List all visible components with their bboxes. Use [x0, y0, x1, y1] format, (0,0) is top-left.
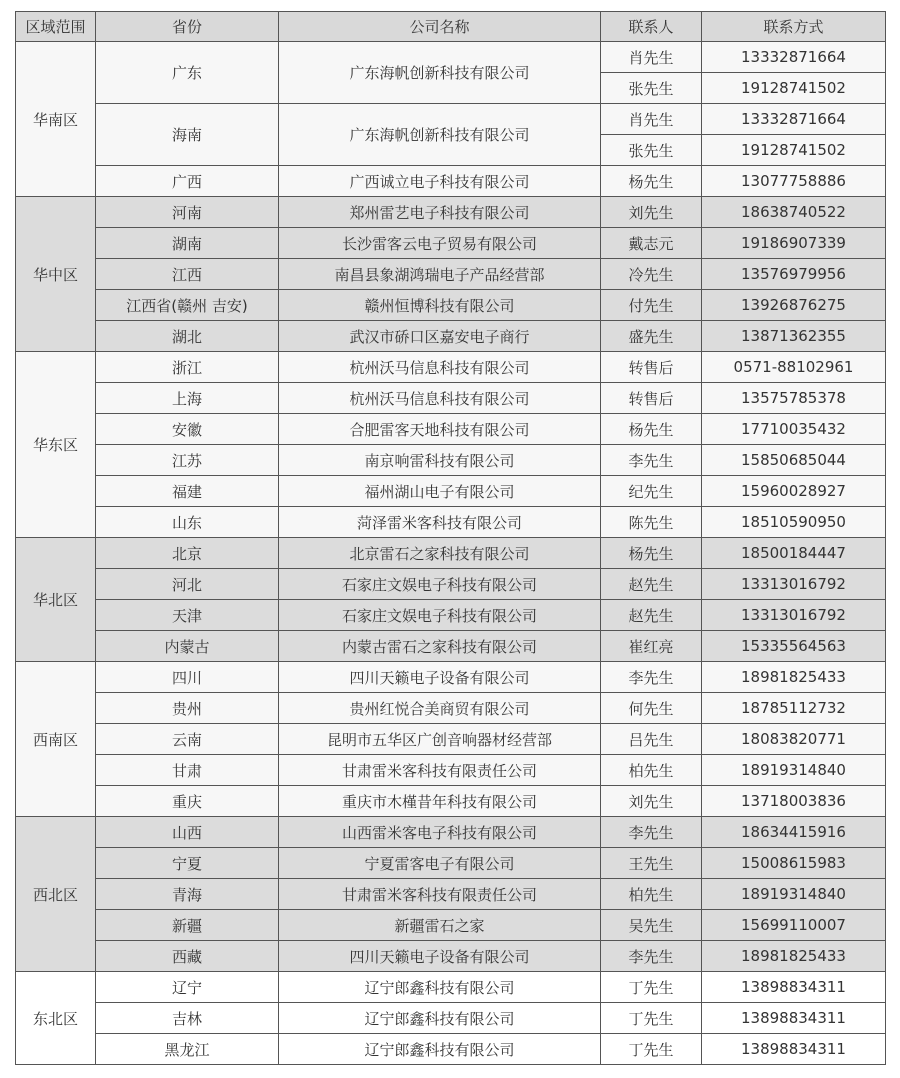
table-row: [16, 724, 886, 755]
table-row: [16, 476, 886, 507]
table-row: [16, 1003, 886, 1034]
dealer-contact-table: [15, 11, 886, 1065]
province-cell: 贵州: [96, 693, 279, 724]
province-cell: 湖北: [96, 321, 279, 352]
company-cell: 辽宁郎鑫科技有限公司: [279, 1034, 601, 1065]
company-cell: 郑州雷艺电子科技有限公司: [279, 197, 601, 228]
contact-phone-cell: 13575785378: [702, 383, 886, 414]
contact-person-cell: 李先生: [601, 817, 702, 848]
province-cell: 江苏: [96, 445, 279, 476]
province-cell: 河南: [96, 197, 279, 228]
contact-phone-cell: 15008615983: [702, 848, 886, 879]
contact-person-cell: 丁先生: [601, 1003, 702, 1034]
table-row: [16, 879, 886, 910]
contact-phone-cell: 18981825433: [702, 662, 886, 693]
contact-person-cell: 李先生: [601, 662, 702, 693]
table-row: [16, 104, 886, 135]
company-cell: 杭州沃马信息科技有限公司: [279, 352, 601, 383]
province-cell: 上海: [96, 383, 279, 414]
province-cell: 辽宁: [96, 972, 279, 1003]
table-row: [16, 197, 886, 228]
company-cell: 广东海帆创新科技有限公司: [279, 42, 601, 104]
province-cell: 西藏: [96, 941, 279, 972]
region-cell: 华东区: [16, 352, 96, 538]
region-cell: 西北区: [16, 817, 96, 972]
table-row: [16, 259, 886, 290]
table-row: [16, 445, 886, 476]
province-cell: 海南: [96, 104, 279, 166]
province-cell: 山东: [96, 507, 279, 538]
table-row: [16, 569, 886, 600]
table-body: [16, 42, 886, 1065]
table-row: [16, 631, 886, 662]
contact-person-cell: 丁先生: [601, 972, 702, 1003]
contact-phone-cell: 18510590950: [702, 507, 886, 538]
province-cell: 青海: [96, 879, 279, 910]
company-cell: 山西雷米客电子科技有限公司: [279, 817, 601, 848]
region-cell: 西南区: [16, 662, 96, 817]
contact-person-cell: 张先生: [601, 135, 702, 166]
contact-person-cell: 何先生: [601, 693, 702, 724]
province-cell: 安徽: [96, 414, 279, 445]
contact-person-cell: 丁先生: [601, 1034, 702, 1065]
table-row: [16, 910, 886, 941]
contact-person-cell: 付先生: [601, 290, 702, 321]
company-cell: 合肥雷客天地科技有限公司: [279, 414, 601, 445]
company-cell: 辽宁郎鑫科技有限公司: [279, 1003, 601, 1034]
province-cell: 广西: [96, 166, 279, 197]
province-cell: 湖南: [96, 228, 279, 259]
contact-phone-cell: 13871362355: [702, 321, 886, 352]
company-cell: 重庆市木槿昔年科技有限公司: [279, 786, 601, 817]
table-row: [16, 414, 886, 445]
company-cell: 辽宁郎鑫科技有限公司: [279, 972, 601, 1003]
region-cell: 华南区: [16, 42, 96, 197]
contact-person-cell: 赵先生: [601, 569, 702, 600]
province-cell: 广东: [96, 42, 279, 104]
contact-phone-cell: 18634415916: [702, 817, 886, 848]
contact-person-cell: 转售后: [601, 352, 702, 383]
contact-phone-cell: 13898834311: [702, 972, 886, 1003]
contact-phone-cell: 15699110007: [702, 910, 886, 941]
contact-person-cell: 转售后: [601, 383, 702, 414]
company-cell: 四川天籁电子设备有限公司: [279, 662, 601, 693]
contact-phone-cell: 18919314840: [702, 755, 886, 786]
province-cell: 江西省(赣州 吉安): [96, 290, 279, 321]
company-cell: 石家庄文娱电子科技有限公司: [279, 600, 601, 631]
company-cell: 福州湖山电子有限公司: [279, 476, 601, 507]
contact-person-cell: 张先生: [601, 73, 702, 104]
contact-phone-cell: 18638740522: [702, 197, 886, 228]
contact-person-cell: 纪先生: [601, 476, 702, 507]
province-cell: 内蒙古: [96, 631, 279, 662]
contact-phone-cell: 17710035432: [702, 414, 886, 445]
table-row: [16, 538, 886, 569]
header-province: 省份: [96, 12, 279, 42]
contact-person-cell: 王先生: [601, 848, 702, 879]
contact-person-cell: 崔红亮: [601, 631, 702, 662]
contact-person-cell: 赵先生: [601, 600, 702, 631]
company-cell: 南京响雷科技有限公司: [279, 445, 601, 476]
table-row: [16, 42, 886, 73]
contact-phone-cell: 0571-88102961: [702, 352, 886, 383]
province-cell: 河北: [96, 569, 279, 600]
province-cell: 天津: [96, 600, 279, 631]
table-row: [16, 1034, 886, 1065]
contact-phone-cell: 19128741502: [702, 135, 886, 166]
contact-phone-cell: 13576979956: [702, 259, 886, 290]
company-cell: 石家庄文娱电子科技有限公司: [279, 569, 601, 600]
contact-person-cell: 吕先生: [601, 724, 702, 755]
company-cell: 内蒙古雷石之家科技有限公司: [279, 631, 601, 662]
table-row: [16, 755, 886, 786]
contact-phone-cell: 13898834311: [702, 1003, 886, 1034]
contact-phone-cell: 15335564563: [702, 631, 886, 662]
contact-phone-cell: 18981825433: [702, 941, 886, 972]
company-cell: 北京雷石之家科技有限公司: [279, 538, 601, 569]
company-cell: 广东海帆创新科技有限公司: [279, 104, 601, 166]
contact-phone-cell: 13898834311: [702, 1034, 886, 1065]
company-cell: 杭州沃马信息科技有限公司: [279, 383, 601, 414]
table-row: [16, 972, 886, 1003]
company-cell: 菏泽雷米客科技有限公司: [279, 507, 601, 538]
company-cell: 贵州红悦合美商贸有限公司: [279, 693, 601, 724]
table-row: [16, 166, 886, 197]
province-cell: 黑龙江: [96, 1034, 279, 1065]
contact-person-cell: 李先生: [601, 445, 702, 476]
table-row: [16, 693, 886, 724]
region-cell: 华中区: [16, 197, 96, 352]
contact-person-cell: 杨先生: [601, 166, 702, 197]
table-row: [16, 352, 886, 383]
company-cell: 长沙雷客云电子贸易有限公司: [279, 228, 601, 259]
company-cell: 武汉市硚口区嘉安电子商行: [279, 321, 601, 352]
company-cell: 甘肃雷米客科技有限责任公司: [279, 879, 601, 910]
contact-phone-cell: 13077758886: [702, 166, 886, 197]
province-cell: 吉林: [96, 1003, 279, 1034]
contact-person-cell: 陈先生: [601, 507, 702, 538]
province-cell: 北京: [96, 538, 279, 569]
province-cell: 江西: [96, 259, 279, 290]
contact-phone-cell: 18785112732: [702, 693, 886, 724]
contact-phone-cell: 15850685044: [702, 445, 886, 476]
header-company: 公司名称: [279, 12, 601, 42]
province-cell: 重庆: [96, 786, 279, 817]
table-row: [16, 600, 886, 631]
contact-person-cell: 李先生: [601, 941, 702, 972]
contact-person-cell: 刘先生: [601, 197, 702, 228]
region-cell: 华北区: [16, 538, 96, 662]
table-row: [16, 321, 886, 352]
company-cell: 南昌县象湖鸿瑞电子产品经营部: [279, 259, 601, 290]
contact-person-cell: 吴先生: [601, 910, 702, 941]
company-cell: 新疆雷石之家: [279, 910, 601, 941]
province-cell: 福建: [96, 476, 279, 507]
company-cell: 甘肃雷米客科技有限责任公司: [279, 755, 601, 786]
contact-phone-cell: 15960028927: [702, 476, 886, 507]
table-row: [16, 290, 886, 321]
table-row: [16, 383, 886, 414]
contact-phone-cell: 13313016792: [702, 600, 886, 631]
company-cell: 赣州恒博科技有限公司: [279, 290, 601, 321]
company-cell: 宁夏雷客电子有限公司: [279, 848, 601, 879]
table-row: [16, 228, 886, 259]
province-cell: 云南: [96, 724, 279, 755]
contact-phone-cell: 18083820771: [702, 724, 886, 755]
province-cell: 宁夏: [96, 848, 279, 879]
contact-person-cell: 冷先生: [601, 259, 702, 290]
company-cell: 广西诚立电子科技有限公司: [279, 166, 601, 197]
contact-person-cell: 戴志元: [601, 228, 702, 259]
contact-person-cell: 柏先生: [601, 879, 702, 910]
province-cell: 山西: [96, 817, 279, 848]
contact-phone-cell: 18500184447: [702, 538, 886, 569]
contact-person-cell: 杨先生: [601, 538, 702, 569]
header-region: 区域范围: [16, 12, 96, 42]
province-cell: 甘肃: [96, 755, 279, 786]
contact-phone-cell: 19186907339: [702, 228, 886, 259]
table-row: [16, 848, 886, 879]
province-cell: 浙江: [96, 352, 279, 383]
table-row: [16, 817, 886, 848]
contact-person-cell: 柏先生: [601, 755, 702, 786]
province-cell: 新疆: [96, 910, 279, 941]
contact-phone-cell: 19128741502: [702, 73, 886, 104]
contact-phone-cell: 13332871664: [702, 104, 886, 135]
contact-person-cell: 肖先生: [601, 42, 702, 73]
contact-phone-cell: 13313016792: [702, 569, 886, 600]
table-row: [16, 941, 886, 972]
contact-person-cell: 盛先生: [601, 321, 702, 352]
contact-person-cell: 刘先生: [601, 786, 702, 817]
contact-phone-cell: 13718003836: [702, 786, 886, 817]
header-contact-person: 联系人: [601, 12, 702, 42]
company-cell: 昆明市五华区广创音响器材经营部: [279, 724, 601, 755]
contact-phone-cell: 13926876275: [702, 290, 886, 321]
province-cell: 四川: [96, 662, 279, 693]
table-row: [16, 786, 886, 817]
company-cell: 四川天籁电子设备有限公司: [279, 941, 601, 972]
contact-phone-cell: 18919314840: [702, 879, 886, 910]
contact-person-cell: 杨先生: [601, 414, 702, 445]
region-cell: 东北区: [16, 972, 96, 1065]
header-contact-phone: 联系方式: [702, 12, 886, 42]
header-row: [16, 12, 886, 42]
table-row: [16, 662, 886, 693]
contact-phone-cell: 13332871664: [702, 42, 886, 73]
contact-person-cell: 肖先生: [601, 104, 702, 135]
table-row: [16, 507, 886, 538]
